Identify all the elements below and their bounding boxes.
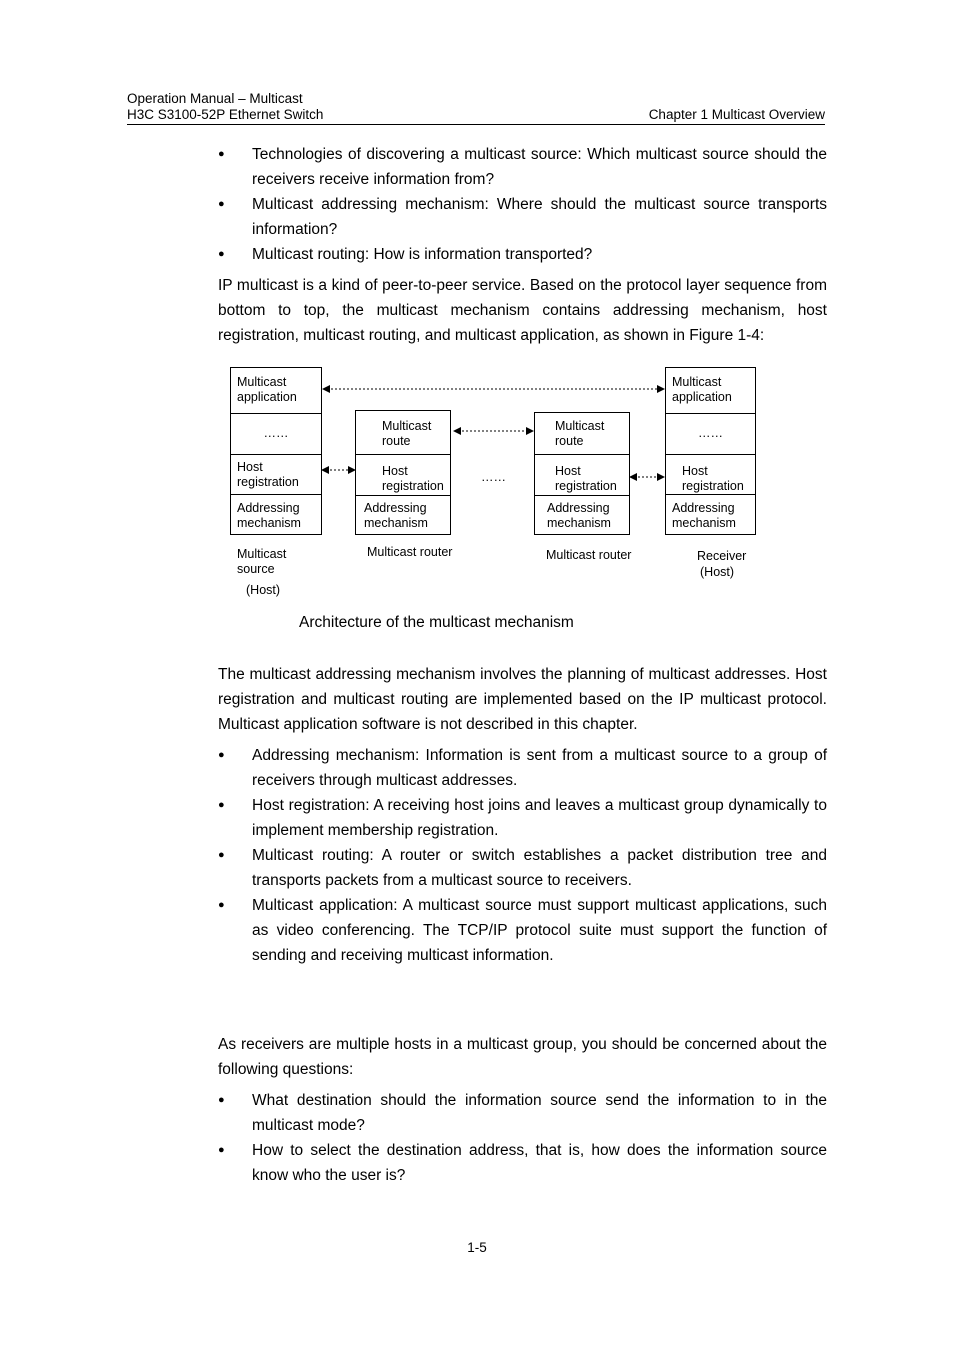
layer-label: registration xyxy=(682,479,744,493)
paragraph-intro: IP multicast is a kind of peer-to-peer service. Based on the protocol layer sequence from bottom to top, the multicast mechanism contains addressing mechanism, host registration, multicast routing, and multicast application, as shown in Figure 1-4: xyxy=(218,277,827,344)
router1-route-layer xyxy=(356,411,450,455)
header-manual-title: Operation Manual – Multicast xyxy=(127,91,303,106)
receiver-addressing-layer xyxy=(666,495,755,535)
receiver-ellipsis-layer: …… xyxy=(666,414,755,455)
router2-registration-layer xyxy=(535,455,629,496)
layer-label: Host xyxy=(237,460,263,474)
bullet-item xyxy=(218,1138,827,1188)
layer-label: mechanism xyxy=(364,516,428,530)
page-number: 1-5 xyxy=(467,1240,487,1255)
layer-label: Addressing xyxy=(237,501,300,515)
bullet-dot: ● xyxy=(218,749,225,761)
paragraph-receivers: As receivers are multiple hosts in a multicast group, you should be concerned about the following questions: xyxy=(218,1036,827,1078)
router1-caption: Multicast router xyxy=(367,545,453,559)
bullet-text: Technologies of discovering a multicast source: Which multicast source should the receivers receive information from? xyxy=(252,146,827,188)
layer-label: Host xyxy=(682,464,708,478)
layer-label: Multicast xyxy=(382,419,432,433)
layer-label: route xyxy=(555,434,584,448)
router1-addressing-layer xyxy=(356,496,450,535)
bullet-text: Host registration: A receiving host joins and leaves a multicast group dynamically to implement membership registration. xyxy=(252,797,827,839)
layer-label: Multicast xyxy=(672,375,722,389)
bullet-dot: ● xyxy=(218,198,225,210)
bullet-dot: ● xyxy=(218,1144,225,1156)
layer-label: Host xyxy=(382,464,408,478)
router2-caption: Multicast router xyxy=(546,548,632,562)
bullet-item xyxy=(218,142,827,192)
bullet-dot: ● xyxy=(218,1094,225,1106)
bullet-text: Addressing mechanism: Information is sent from a multicast source to a group of receivers through multicast addresses. xyxy=(252,747,827,789)
layer-label: application xyxy=(672,390,732,404)
layer-label: Addressing xyxy=(364,501,427,515)
layer-label: route xyxy=(382,434,411,448)
receiver-application-layer xyxy=(666,368,755,414)
layer-label: registration xyxy=(555,479,617,493)
source-registration-layer xyxy=(231,455,321,495)
bullet-text: Multicast application: A multicast source must support multicast applications, such as video conferencing. The TCP/IP protocol suite must support the function of sending and receiving multicast information. xyxy=(252,897,827,964)
bullet-item xyxy=(218,793,827,843)
bullet-dot: ● xyxy=(218,799,225,811)
bullet-item xyxy=(218,1088,827,1138)
bullet-dot: ● xyxy=(218,148,225,160)
source-host-caption: (Host) xyxy=(246,583,281,597)
receiver-registration-layer xyxy=(666,455,755,495)
source-caption xyxy=(237,547,286,577)
bullet-item xyxy=(218,743,827,793)
bullet-item xyxy=(218,893,827,968)
multicast-architecture-diagram xyxy=(225,360,765,605)
router1-registration-layer xyxy=(356,455,450,496)
layer-label: Addressing xyxy=(672,501,735,515)
bullet-item xyxy=(218,242,827,267)
bullet-text: Multicast routing: A router or switch establishes a packet distribution tree and transports packets from a multicast source to receivers. xyxy=(252,847,827,889)
header-chapter: Chapter 1 Multicast Overview xyxy=(648,107,825,122)
receiver-host-stack xyxy=(665,367,756,535)
header-product: H3C S3100-52P Ethernet Switch xyxy=(127,107,324,122)
bullet-dot: ● xyxy=(218,849,225,861)
source-ellipsis-layer: …… xyxy=(231,414,321,455)
source-host-stack xyxy=(230,367,322,535)
bullet-text: What destination should the information source send the information to in the multicast mode? xyxy=(252,1092,827,1134)
bullet-item xyxy=(218,192,827,242)
layer-label: mechanism xyxy=(237,516,301,530)
router2-stack xyxy=(534,412,630,535)
router1-stack xyxy=(355,410,451,535)
bullet-text: How to select the destination address, that is, how does the information source know who the user is? xyxy=(252,1142,827,1184)
header-rule xyxy=(127,124,825,125)
bullet-dot: ● xyxy=(218,899,225,911)
bullet-item xyxy=(218,843,827,893)
header-line-2 xyxy=(127,107,825,123)
source-addressing-layer xyxy=(231,495,321,535)
receiver-host-caption: (Host) xyxy=(700,565,735,579)
router2-addressing-layer xyxy=(535,496,629,535)
layer-label: Multicast xyxy=(555,419,605,433)
layer-label: mechanism xyxy=(547,516,611,530)
layer-label: Multicast xyxy=(237,375,287,389)
source-application-layer xyxy=(231,368,321,414)
bullet-dot: ● xyxy=(218,248,225,260)
middle-ellipsis: …… xyxy=(481,470,506,484)
receiver-caption: Receiver xyxy=(697,549,747,563)
layer-label: Host xyxy=(555,464,581,478)
layer-label: registration xyxy=(382,479,444,493)
paragraph-addressing: The multicast addressing mechanism involves the planning of multicast addresses. Host registration and multicast routing are implemented based on the IP multicast protocol. Multicast application software is not described in this chapter. xyxy=(218,666,827,733)
router2-route-layer xyxy=(535,413,629,455)
caption-line: Multicast xyxy=(237,547,287,561)
layer-label: registration xyxy=(237,475,299,489)
figure-caption: Architecture of the multicast mechanism xyxy=(299,614,574,631)
layer-label: mechanism xyxy=(672,516,736,530)
caption-line: source xyxy=(237,562,275,576)
bullet-text: Multicast routing: How is information transported? xyxy=(252,246,593,263)
layer-label: application xyxy=(237,390,297,404)
layer-label: Addressing xyxy=(547,501,610,515)
bullet-text: Multicast addressing mechanism: Where should the multicast source transports information? xyxy=(252,196,827,238)
